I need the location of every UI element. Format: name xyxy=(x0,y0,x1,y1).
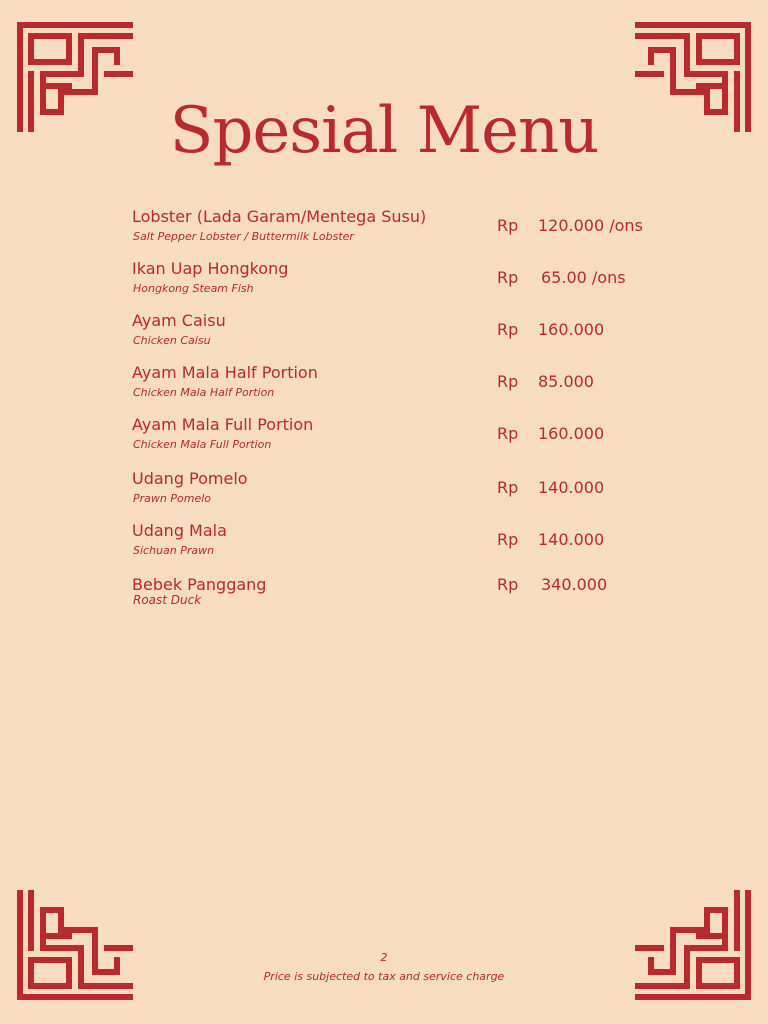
menu-item-price: 340.000 xyxy=(541,575,608,594)
menu-item-subtitle: Salt Pepper Lobster / Buttermilk Lobster xyxy=(133,230,354,243)
menu-item-price: 85.000 xyxy=(538,372,594,391)
menu-item-name: Ayam Mala Half Portion xyxy=(132,363,318,382)
menu-item-subtitle: Chicken Mala Half Portion xyxy=(133,386,275,399)
chinese-lattice-corner-icon xyxy=(635,890,751,1000)
menu-item xyxy=(132,469,692,513)
menu-item-subtitle: Prawn Pomelo xyxy=(133,492,211,505)
menu-item-subtitle: Hongkong Steam Fish xyxy=(133,282,254,295)
menu-item-name: Ayam Mala Full Portion xyxy=(132,415,314,434)
menu-item-name: Ikan Uap Hongkong xyxy=(132,259,289,278)
menu-item-price: 160.000 xyxy=(538,424,605,443)
menu-item-subtitle: Chicken Caisu xyxy=(133,334,211,347)
menu-item-subtitle: Chicken Mala Full Portion xyxy=(133,438,272,451)
menu-item-subtitle: Roast Duck xyxy=(133,593,202,607)
menu-item xyxy=(132,363,692,407)
menu-item-name: Lobster (Lada Garam/Mentega Susu) xyxy=(132,207,427,226)
menu-item-price: 65.00 /ons xyxy=(541,268,626,287)
menu-item xyxy=(132,311,692,355)
page-title: Spesial Menu xyxy=(169,94,599,168)
menu-item-name: Bebek Panggang xyxy=(132,575,267,594)
menu-item-subtitle: Sichuan Prawn xyxy=(133,544,215,557)
menu-item-currency: Rp xyxy=(497,268,519,287)
menu-item-name: Udang Pomelo xyxy=(132,469,248,488)
menu-item xyxy=(132,207,692,251)
menu-item-name: Udang Mala xyxy=(132,521,227,540)
menu-item-currency: Rp xyxy=(497,530,519,549)
chinese-lattice-corner-icon xyxy=(17,890,133,1000)
menu-item xyxy=(132,415,692,459)
menu-item-currency: Rp xyxy=(497,424,519,443)
menu-item xyxy=(132,575,692,619)
menu-item-price: 120.000 /ons xyxy=(538,216,643,235)
menu-item-name: Ayam Caisu xyxy=(132,311,226,330)
menu-item-price: 140.000 xyxy=(538,530,605,549)
menu-item xyxy=(132,259,692,303)
menu-item-currency: Rp xyxy=(497,575,519,594)
menu-item-currency: Rp xyxy=(497,372,519,391)
menu-item-currency: Rp xyxy=(497,478,519,497)
menu-item-currency: Rp xyxy=(497,320,519,339)
page-number: 2 xyxy=(380,951,388,964)
footer-note: Price is subjected to tax and service charge xyxy=(263,970,505,983)
menu-item xyxy=(132,521,692,565)
menu-item-price: 140.000 xyxy=(538,478,605,497)
menu-item-currency: Rp xyxy=(497,216,519,235)
menu-item-price: 160.000 xyxy=(538,320,605,339)
